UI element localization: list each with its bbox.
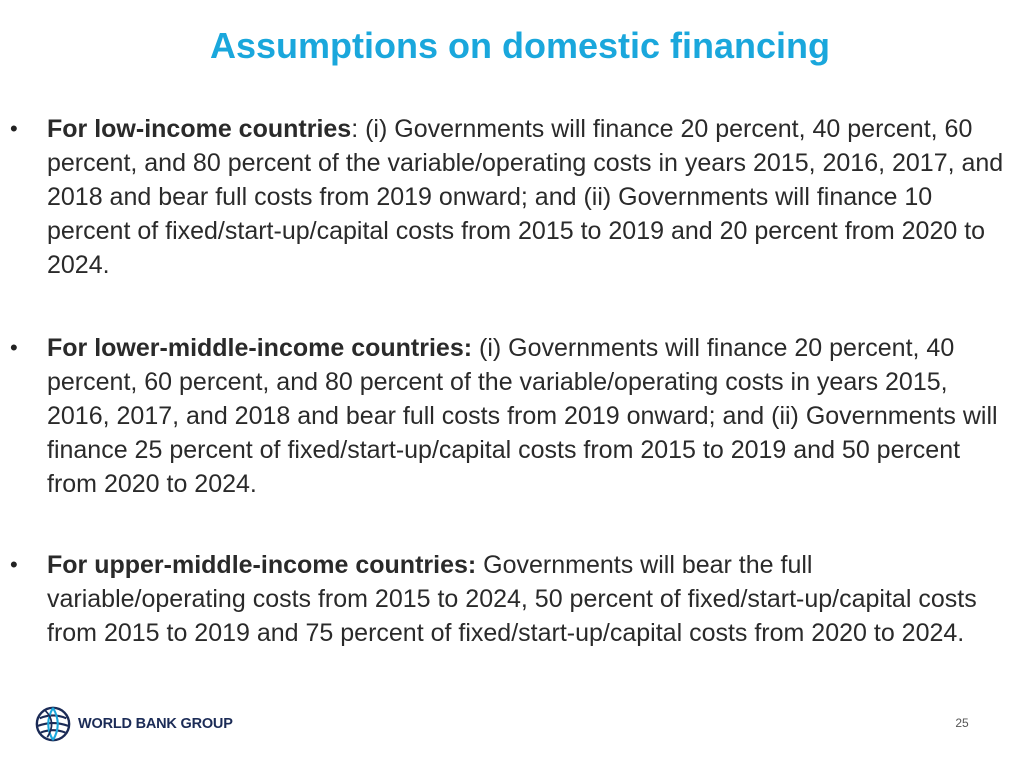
logo-text: WORLD BANK GROUP: [78, 716, 233, 732]
bullet-body: Governments will bear the full variable/operating costs from 2015 to 2024, 50 percent of fixed/start-up/capital costs from 2015 to 2019 and 75 percent of fixed/start-up/capital costs from 2020 to 2024.: [47, 551, 977, 647]
bullet-lead: For upper-middle-income countries:: [47, 551, 477, 579]
page-number: 25: [955, 716, 969, 730]
bullet-text: [47, 548, 1015, 650]
world-bank-group-logo: [34, 704, 233, 744]
bullet-marker: •: [10, 116, 18, 141]
bullet-body: (i) Governments will finance 20 percent, 40 percent, 60 percent, and 80 percent of the variable/operating costs in years 2015, 2016, 2017, and 2018 and bear full costs from 2019 onward; and (ii) Governments will finance 25 percent of fixed/start-up/capital costs from 2015 to 2019 and 50 percent from 2020 to 2024.: [47, 334, 998, 498]
bullet-text: [47, 331, 1015, 501]
bullet-marker: •: [10, 335, 18, 360]
bullet-lead: For lower-middle-income countries:: [47, 334, 473, 362]
bullet-body: : (i) Governments will finance 20 percent, 40 percent, 60 percent, and 80 percent of the variable/operating costs in years 2015, 2016, 2017, and 2018 and bear full costs from 2019 onward; and (ii) Governments will finance 10 percent of fixed/start-up/capital costs from 2015 to 2019 and 20 percent from 2020 to 2024.: [47, 115, 1004, 279]
bullet-text: [47, 112, 1015, 282]
globe-icon: [34, 705, 72, 743]
bullet-lead: For low-income countries: [47, 115, 352, 143]
slide-title: Assumptions on domestic financing: [209, 25, 831, 66]
bullet-marker: •: [10, 552, 18, 577]
